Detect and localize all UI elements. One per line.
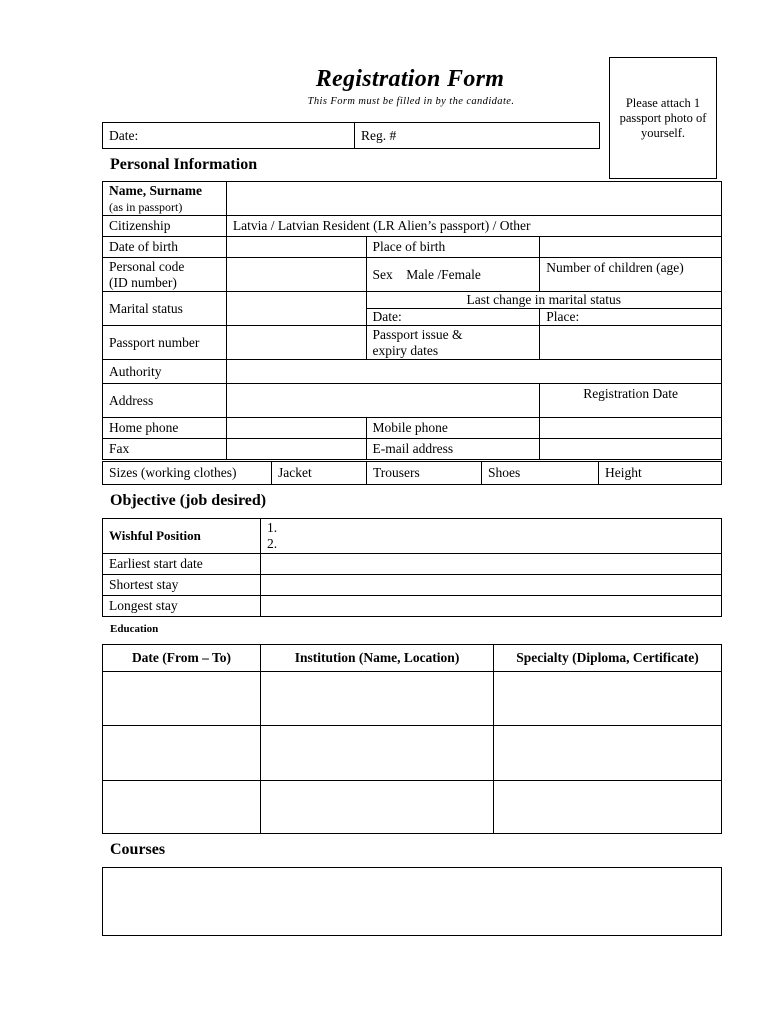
mobile-phone-label: Mobile phone — [366, 418, 540, 439]
marital-field[interactable] — [226, 292, 366, 326]
height-field[interactable] — [599, 462, 722, 485]
passport-field[interactable] — [226, 326, 366, 360]
trousers-label: Trousers — [373, 465, 420, 480]
height-label: Height — [605, 465, 642, 480]
citizenship-field[interactable]: Latvia / Latvian Resident (LR Alien’s passport) / Other — [226, 216, 721, 237]
passport-photo-box[interactable] — [609, 57, 717, 179]
dob-label: Date of birth — [103, 237, 227, 258]
wishful-position-field[interactable] — [261, 519, 722, 554]
objective-title: Objective (job desired) — [110, 492, 267, 509]
passport-issue-label-cell — [366, 326, 540, 360]
passport-issue-field[interactable] — [540, 326, 722, 360]
personal-code-label: Personal code — [109, 259, 185, 274]
email-field[interactable] — [540, 439, 722, 460]
position-item-2: 2. — [267, 536, 278, 551]
passport-expiry-label: expiry dates — [372, 343, 439, 358]
change-place-field[interactable] — [540, 309, 722, 326]
longest-stay-field[interactable] — [261, 596, 722, 617]
education-row-1-specialty[interactable] — [494, 672, 722, 726]
jacket-field[interactable] — [272, 462, 367, 485]
name-sublabel: (as in passport) — [109, 200, 183, 214]
education-row-3-date[interactable] — [103, 781, 261, 834]
education-col-institution: Institution (Name, Location) — [261, 645, 494, 672]
citizenship-label: Citizenship — [103, 216, 227, 237]
earliest-start-field[interactable] — [261, 554, 722, 575]
form-subtitle: This Form must be filled in by the candidate. — [307, 96, 515, 107]
marital-label: Marital status — [103, 292, 227, 326]
authority-label: Authority — [103, 360, 227, 384]
home-phone-label: Home phone — [103, 418, 227, 439]
personal-info-table — [102, 181, 722, 460]
education-table — [102, 644, 722, 834]
change-date-field[interactable] — [366, 309, 540, 326]
sex-field[interactable] — [366, 258, 540, 292]
children-label: Number of children (age) — [546, 260, 684, 275]
personal-code-sublabel: (ID number) — [109, 275, 177, 290]
date-field[interactable] — [103, 123, 355, 149]
personal-code-field[interactable] — [226, 258, 366, 292]
shoes-field[interactable] — [482, 462, 599, 485]
position-item-1: 1. — [267, 520, 278, 535]
pob-field[interactable] — [540, 237, 722, 258]
education-row-3-institution[interactable] — [261, 781, 494, 834]
education-col-date: Date (From – To) — [103, 645, 261, 672]
courses-field[interactable] — [102, 867, 722, 936]
education-row-3-specialty[interactable] — [494, 781, 722, 834]
reg-number-field[interactable] — [355, 123, 600, 149]
education-row-1-institution[interactable] — [261, 672, 494, 726]
fax-label: Fax — [103, 439, 227, 460]
wishful-position-label: Wishful Position — [103, 519, 261, 554]
name-field[interactable] — [226, 182, 721, 216]
last-change-label: Last change in marital status — [366, 292, 721, 309]
shoes-label: Shoes — [488, 465, 521, 480]
mobile-phone-field[interactable] — [540, 418, 722, 439]
address-field[interactable] — [226, 384, 539, 418]
shortest-stay-label: Shortest stay — [103, 575, 261, 596]
pob-label: Place of birth — [366, 237, 540, 258]
home-phone-field[interactable] — [226, 418, 366, 439]
sizes-label: Sizes (working clothes) — [103, 462, 272, 485]
education-col-specialty: Specialty (Diploma, Certificate) — [494, 645, 722, 672]
registration-date-field[interactable] — [540, 384, 722, 418]
passport-label: Passport number — [103, 326, 227, 360]
email-label: E-mail address — [366, 439, 540, 460]
form-title: Registration Form — [315, 66, 505, 92]
education-row-2-institution[interactable] — [261, 726, 494, 781]
education-title: Education — [110, 623, 159, 635]
personal-info-title: Personal Information — [110, 156, 258, 173]
children-field[interactable] — [540, 258, 722, 292]
objective-table — [102, 518, 722, 617]
date-reg-table — [102, 122, 600, 149]
fax-field[interactable] — [226, 439, 366, 460]
name-label: Name, Surname — [109, 183, 202, 198]
date-label: Date: — [109, 127, 139, 143]
earliest-start-label: Earliest start date — [103, 554, 261, 575]
passport-issue-label: Passport issue & — [372, 327, 463, 342]
education-row-1-date[interactable] — [103, 672, 261, 726]
personal-code-label-cell — [103, 258, 227, 292]
reg-label: Reg. # — [361, 127, 397, 143]
dob-field[interactable] — [226, 237, 366, 258]
change-date-label: Date: — [372, 309, 402, 324]
education-row-2-specialty[interactable] — [494, 726, 722, 781]
shortest-stay-field[interactable] — [261, 575, 722, 596]
address-label: Address — [103, 384, 227, 418]
sex-options: Male /Female — [406, 266, 481, 282]
trousers-field[interactable] — [367, 462, 482, 485]
registration-date-label: Registration Date — [583, 386, 679, 401]
longest-stay-label: Longest stay — [103, 596, 261, 617]
courses-title: Courses — [110, 841, 166, 858]
photo-note: Please attach 1 passport photo of yourself. — [619, 96, 707, 140]
sizes-table — [102, 461, 722, 485]
change-place-label: Place: — [546, 309, 580, 324]
name-label-cell — [103, 182, 227, 216]
authority-field[interactable] — [226, 360, 721, 384]
sex-label: Sex — [372, 266, 393, 282]
jacket-label: Jacket — [278, 465, 312, 480]
education-row-2-date[interactable] — [103, 726, 261, 781]
